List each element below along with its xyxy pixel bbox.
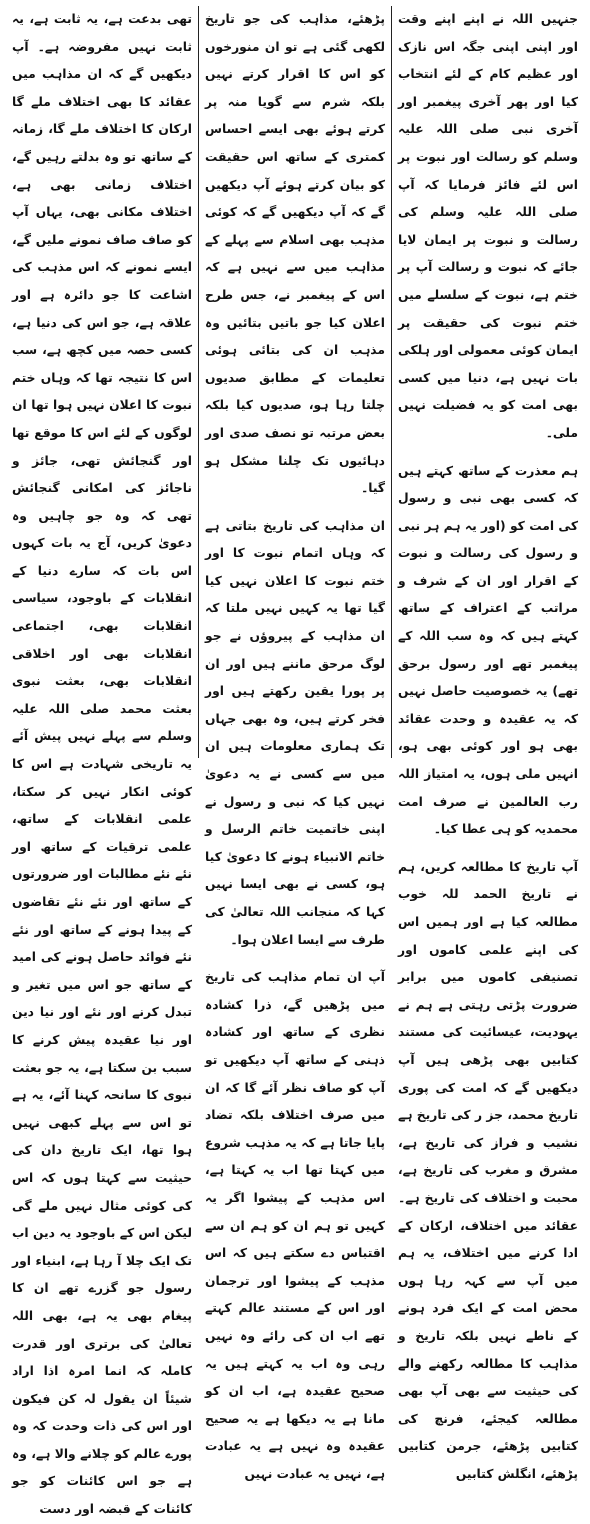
column-middle xyxy=(199,6,392,1481)
paragraph: جنہیں اللہ نے اپنے اپنے وقت اور اپنی اپنی جگہ اس نازک اور عظیم کام کے لئے انتخاب کیا اور پھر آخری پیغمبر اور آخری نبی صلی اللہ علیہ وسلم کو رسالت اور نبوت پر اس لئے فائز فرمایا کہ آپ صلی اللہ علیہ وسلم کی رسالت و نبوت پر ایمان لایا جائے کہ نبوت و رسالت آپ پر ختم ہے، نبوت کے سلسلے میں ختم نبوت کی حقیقت پر ایمان کوئی معمولی اور ہلکی بات نہیں ہے، دنیا میں کسی بھی امت کو یہ فضیلت نہیں ملی۔ xyxy=(398,12,578,440)
paragraph: تھی بدعت ہے، یہ ثابت ہے، یہ ثابت نہیں مفروضہ ہے۔ آپ دیکھیں گے کہ ان مذاہب میں عقائد کا بھی اختلاف ملے گا ارکان کا اختلاف ملے گا، زمانہ کے ساتھ تو وہ بدلتے رہیں گے، اختلاف زمانی بھی ہے، اختلاف مکانی بھی، یہاں آپ کو صاف صاف نمونے ملیں گے، ایسے نمونے کہ اس مذہب کی اشاعت کا جو دائرہ ہے اور علاقہ ہے، جو اس کی دنیا ہے، کسی حصہ میں کچھ ہے، سب اس کا نتیجہ تھا کہ وہاں ختم نبوت کا اعلان نہیں ہوا تھا ان لوگوں کے لئے اس کا موقع تھا اور گنجائش تھی، جائز و ناجائز کی امکانی گنجائش تھی کہ وہ جو چاہیں وہ دعویٰ کریں، آج یہ بات کہوں اس بات کہ سارے دنیا کے انقلابات کے باوجود، سیاسی انقلابات بھی، اجتماعی انقلابات بھی اور اخلاقی انقلابات بھی، بعثت نبوی بعثت محمد صلی اللہ علیہ وسلم سے پہلے نہیں پیش آئے یہ تاریخی شہادت ہے اس کا کوئی انکار نہیں کر سکتا، علمی انقلابات کے ساتھ، علمی ترقیات کے ساتھ اور نئے نئے مطالبات اور ضرورتوں کے ساتھ اور نئے نئے تقاضوں کے پیدا ہونے کے ساتھ اور نئے نئے فوائد حاصل ہونے کی امید کے ساتھ جو اس میں تغیر و تبدل کرنے اور نئے اور نیا دین اور نیا عقیدہ پیش کرنے کا سبب بن سکتا ہے، یہ جو بعثت نبوی کا سانحہ کہنا آئے، یہ ہے تو اس سے پہلے کبھی نہیں ہوا تھا، ایک تاریخ دان کی حیثیت سے کہتا ہوں کہ اس کی کوئی مثال نہیں ملے گی لیکن اس کے باوجود یہ دین اب تک ایک چلا آ رہا ہے، ابنیاء اور رسول جو گزرے تھے ان کا پیغام بھی یہ ہے، بھی اللہ تعالیٰ کی برتری اور قدرت کاملہ کہ انما امرہ اذا اراد شیئاً ان یقول لہ کن فیکون اور اس کی ذات وحدت کہ وہ پورے عالم کو چلانے والا ہے، وہ ہے جو اس کائنات کو جو کائنات کے قبضہ اور دست xyxy=(12,12,192,1517)
column-left xyxy=(6,6,199,1517)
paragraph: ان مذاہب کی تاریخ بتاتی ہے کہ وہاں اتمام نبوت کا اور ختم نبوت کا اعلان نہیں کیا گیا تھا یہ کہیں نہیں ملتا کہ ان مذاہب کے پیروؤں نے جو لوگ مرحق ماننے ہیں اور ان پر پورا یقین رکھتے ہیں اور فخر کرتے ہیں، وہ بھی جہاں تک ہماری معلومات ہیں ان میں سے کسی نے یہ دعویٰ نہیں کیا کہ نبی و رسول نے اپنی خاتمیت خاتم الرسل و خاتم الانبیاء ہونے کا دعویٰ کیا ہو، کسی نے بھی ایسا نہیں کہا کہ منجانب اللہ تعالیٰ کی طرف سے ایسا اعلان ہوا۔ xyxy=(205,518,385,947)
paragraph: ہم معذرت کے ساتھ کہتے ہیں کہ کسی بھی نبی و رسول کی امت کو (اور یہ ہم ہر نبی و رسول کی رسالت و نبوت کے اقرار اور ان کے شرف و مراتب کے اعتراف کے ساتھ کہتے ہیں کہ وہ سب اللہ کے پیغمبر تھے اور رسول برحق تھے) یہ خصوصیت حاصل نہیں کہ یہ عقیدہ و وحدت عقائد بھی ہو اور کوئی بھی ہو، انہیں ملی ہوں، یہ امتیاز اللہ رب العالمین نے صرف امت محمدیہ کو ہی عطا کیا۔ xyxy=(398,463,578,837)
column-right xyxy=(392,6,584,1481)
paragraph: آپ ان تمام مذاہب کی تاریخ میں پڑھیں گے، ذرا کشادہ نظری کے ساتھ اور کشادہ ذہنی کے ساتھ آپ دیکھیں تو آپ کو صاف نظر آئے گا کہ ان میں صرف اختلاف بلکہ تضاد پایا جاتا ہے کہ یہ مذہب شروع میں کہتا تھا اب یہ کہتا ہے، اس مذہب کے پیشوا اگر یہ کہیں تو ہم ان کو ہم ان سے اقتباس دے سکتے ہیں کہ اس مذہب کے پیشوا اور ترجمان اور اس کے مستند عالم کہتے تھے اب ان کی رائے وہ نہیں رہی وہ اب یہ کہتے ہیں یہ صحیح عقیدہ ہے، اب ان کو مانا ہے یہ دیکھا ہے یہ صحیح عقیدہ وہ نہیں ہے یہ عبادت ہے، نہیں یہ عبادت نہیں xyxy=(205,970,385,1481)
paragraph: آپ تاریخ کا مطالعہ کریں، ہم نے تاریخ الحمد للہ خوب مطالعہ کیا ہے اور ہمیں اس کی اپنے علمی کاموں اور تصنیفی کاموں میں برابر ضرورت پڑتی رہتی ہے ہم نے یہودیت، عیسائیت کی مستند کتابیں بھی پڑھی ہیں آپ دیکھیں گے کہ امت کی پوری تاریخ محمد، جز ر کی تاریخ ہے نشیب و فراز کی تاریخ ہے، مشرق و مغرب کی تاریخ ہے، محبت و اختلاف کی تاریخ ہے۔ عقائد میں اختلاف، ارکان کے ادا کرنے میں اختلاف، یہ ہم میں آپ سے کہہ رہا ہوں محض امت کے ایک فرد ہونے کے ناطے نہیں بلکہ تاریخ و مذاہب کا مطالعہ رکھنے والے کی حیثیت سے بھی آپ بھی مطالعہ کیجئے، فرنچ کی کتابیں پڑھئے، جرمن کتابیں پڑھئے، انگلش کتابیں xyxy=(398,859,578,1481)
text-columns xyxy=(6,6,584,1517)
paragraph: پڑھئے، مذاہب کی جو تاریخ لکھی گئی ہے تو ان منورخوں کو اس کا اقرار کرتے نہیں بلکہ شرم سے گویا منہ پر کرتے ہوئے بھی ایسے احساس کمتری کے ساتھ اس حقیقت کو بیان کرتے ہوئے آپ دیکھیں گے کہ آپ دیکھیں گے کہ کوئی مذہب بھی اسلام سے پہلے کے مذاہب میں سے نہیں ہے کہ اس کے پیغمبر نے، جس طرح اعلان کیا جو باتیں بتائیں وہ مذہب ان کی بتائی ہوئی تعلیمات کے مطابق صدیوں چلتا رہا ہو، صدیوں کیا بلکہ بعض مرتبہ تو نصف صدی اور دہائیوں تک چلنا مشکل ہو گیا۔ xyxy=(205,12,385,496)
